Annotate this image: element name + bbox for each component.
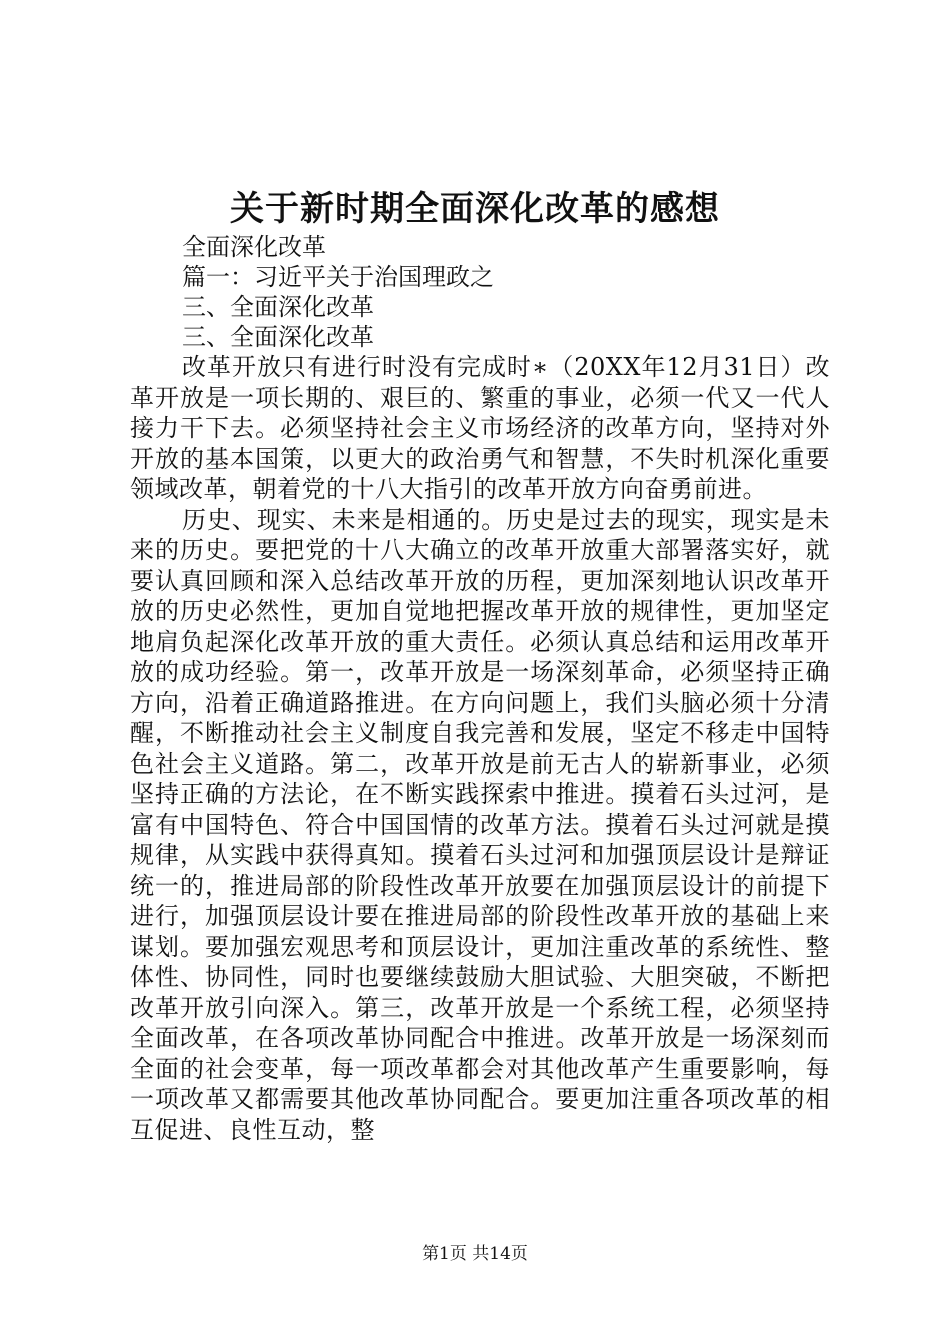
- body-paragraph: 改革开放只有进行时没有完成时∗（20XX年12月31日）改革开放是一项长期的、艰巨的、繁重的事业，必须一代又一代人接力干下去。必须坚持社会主义市场经济的改革方向，坚持对外开放的基本国策，以更大的政治勇气和智慧，不失时机深化重要领域改革，朝着党的十八大指引的改革开放方向奋勇前进。: [130, 353, 830, 503]
- page-number-footer: 第1页 共14页: [422, 1244, 528, 1264]
- heading-line: 三、全面深化改革: [182, 293, 374, 321]
- document-body: [130, 232, 830, 1145]
- heading-line: 全面深化改革: [182, 233, 326, 261]
- heading-line: 篇一：习近平关于治国理政之: [182, 263, 494, 291]
- body-paragraph: 历史、现实、未来是相通的。历史是过去的现实，现实是未来的历史。要把党的十八大确立的改革开放重大部署落实好，就要认真回顾和深入总结改革开放的历程，更加深刻地认识改革开放的历史必然性，更加自觉地把握改革开放的规律性，更加坚定地肩负起深化改革开放的重大责任。必须认真总结和运用改革开放的成功经验。第一，改革开放是一场深刻革命，必须坚持正确方向，沿着正确道路推进。在方向问题上，我们头脑必须十分清醒，不断推动社会主义制度自我完善和发展，坚定不移走中国特色社会主义道路。第二，改革开放是前无古人的崭新事业，必须坚持正确的方法论，在不断实践探索中推进。摸着石头过河，是富有中国特色、符合中国国情的改革方法。摸着石头过河就是摸规律，从实践中获得真知。摸着石头过河和加强顶层设计是辩证统一的，推进局部的阶段性改革开放要在加强顶层设计的前提下进行，加强顶层设计要在推进局部的阶段性改革开放的基础上来谋划。要加强宏观思考和顶层设计，更加注重改革的系统性、整体性、协同性，同时也要继续鼓励大胆试验、大胆突破，不断把改革开放引向深入。第三，改革开放是一个系统工程，必须坚持全面改革，在各项改革协同配合中推进。改革开放是一场深刻而全面的社会变革，每一项改革都会对其他改革产生重要影响，每一项改革又都需要其他改革协同配合。要更加注重各项改革的相互促进、良性互动，整: [130, 505, 830, 1144]
- heading-line: 三、全面深化改革: [182, 323, 374, 351]
- document-title: 关于新时期全面深化改革的感想: [230, 189, 720, 229]
